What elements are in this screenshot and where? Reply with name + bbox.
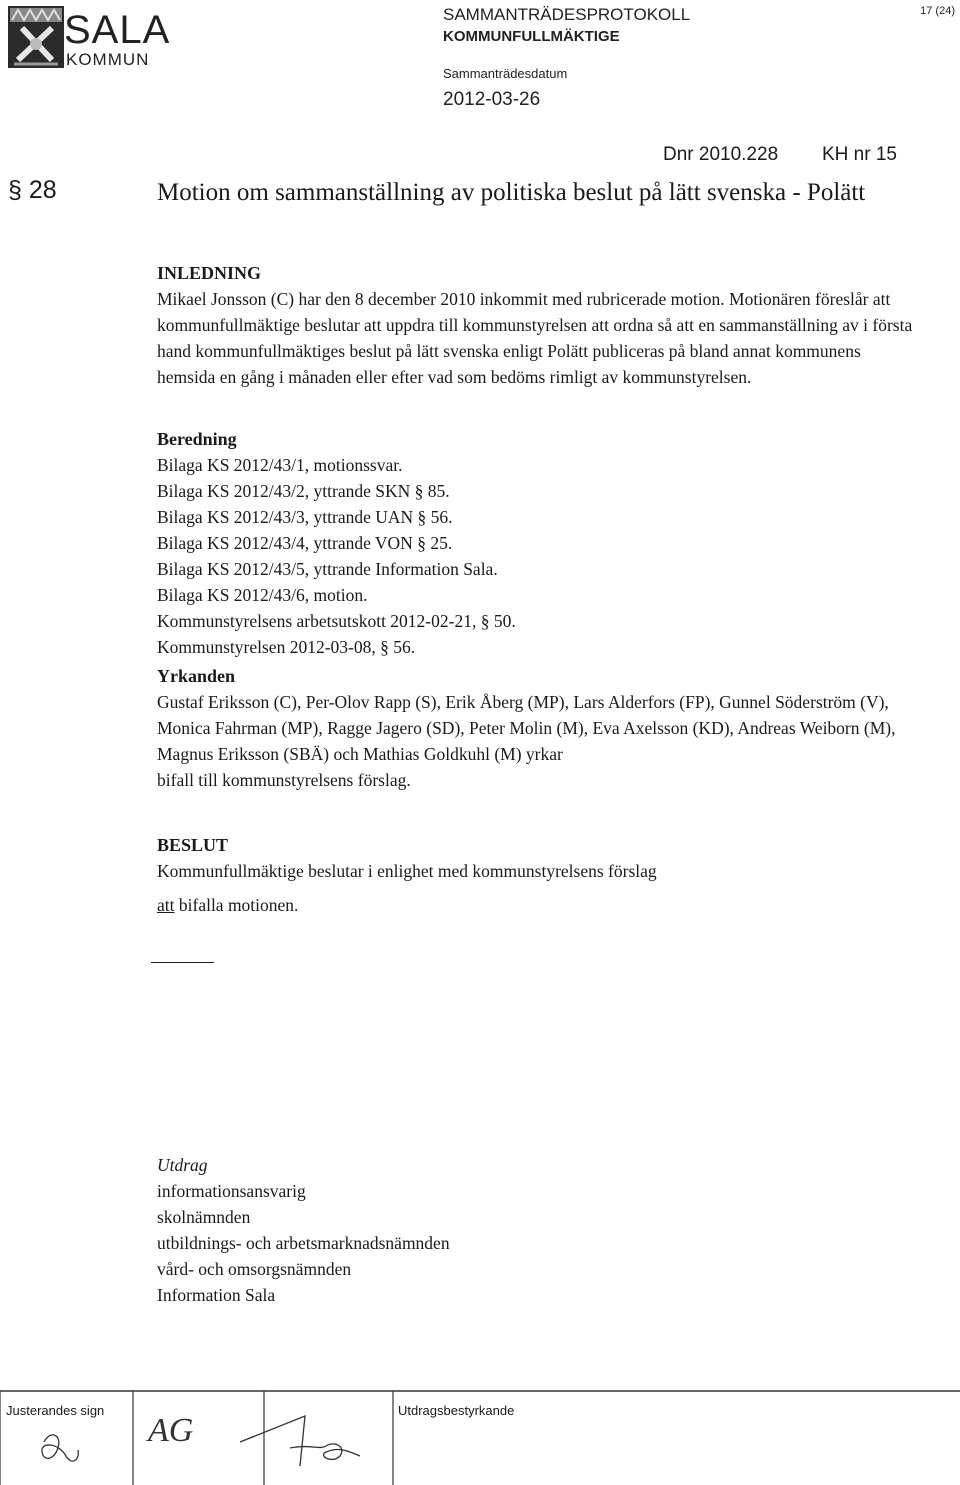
section-divider (151, 962, 214, 963)
municipality-emblem (8, 6, 64, 68)
utdrag-item: utbildnings- och arbetsmarknadsnämnden (157, 1233, 450, 1253)
beredning-item: Kommunstyrelsen 2012-03-08, § 56. (157, 637, 416, 657)
page-number: 17 (24) (920, 5, 955, 17)
decision-text: bifalla motionen. (174, 895, 299, 915)
att-word: att (157, 895, 175, 915)
utdrag-item: vård- och omsorgsnämnden (157, 1259, 352, 1279)
signature-1 (42, 1435, 78, 1461)
beredning-item: Bilaga KS 2012/43/5, yttrande Information Sala. (157, 559, 498, 579)
logo-subtitle: KOMMUN (66, 50, 150, 69)
utdrag-heading: Utdrag (157, 1155, 208, 1175)
meeting-date-label: Sammanträdesdatum (443, 66, 568, 81)
utdrag-item: informationsansvarig (157, 1181, 306, 1201)
utdrag-item: skolnämnden (157, 1207, 251, 1227)
yrkanden-motion: bifall till kommunstyrelsens förslag. (157, 770, 411, 790)
initials-2: AG (148, 1412, 194, 1449)
assembly-name: KOMMUNFULLMÄKTIGE (443, 28, 620, 45)
signature-3 (240, 1416, 360, 1466)
beslut-decision (157, 892, 917, 918)
utdrag-item: Information Sala (157, 1285, 276, 1305)
beredning-item: Bilaga KS 2012/43/1, motionssvar. (157, 455, 403, 475)
beredning-item: Bilaga KS 2012/43/2, yttrande SKN § 85. (157, 481, 450, 501)
beslut-heading: BESLUT (157, 835, 229, 855)
inledning-text: Mikael Jonsson (C) har den 8 december 2010 inkommit med rubricerade motion. Motionären föreslår att kommunfullmäktige beslutar att uppdra till kommunstyrelsen att ordna så att en sammanställning av i första hand kommunfullmäktiges beslut på lätt svenska enligt Polätt publiceras på bland annat kommunens hemsida en gång i månaden eller efter vad som bedöms rimligt av kommunstyrelsen. (157, 289, 913, 387)
signature-footer (0, 1386, 960, 1485)
beredning-item: Bilaga KS 2012/43/6, motion. (157, 585, 368, 605)
yrkanden-text: Gustaf Eriksson (C), Per-Olov Rapp (S), Erik Åberg (MP), Lars Alderfors (FP), Gunnel Söderström (V), Monica Fahrman (MP), Ragge Jagero (SD), Peter Molin (M), Eva Axelsson (KD), Andreas Weiborn (M), Magnus Eriksson (SBÄ) och Mathias Goldkuhl (M) yrkar (157, 692, 896, 764)
section-inledning (157, 260, 917, 390)
justerandes-sign-label: Justerandes sign (6, 1403, 105, 1418)
logo-name: SALA (64, 8, 171, 52)
yrkanden-heading: Yrkanden (157, 666, 236, 686)
beredning-item: Kommunstyrelsens arbetsutskott 2012-02-21, § 50. (157, 611, 516, 631)
beredning-item: Bilaga KS 2012/43/4, yttrande VON § 25. (157, 533, 453, 553)
utdragsbestyrkande-label: Utdragsbestyrkande (398, 1403, 515, 1418)
section-beredning (157, 426, 917, 660)
diary-number: Dnr 2010.228 (663, 144, 779, 165)
beslut-text: Kommunfullmäktige beslutar i enlighet med kommunstyrelsens förslag (157, 861, 657, 881)
section-beslut (157, 832, 917, 918)
paragraph-number: § 28 (8, 176, 57, 204)
beredning-heading: Beredning (157, 429, 237, 449)
section-yrkanden (157, 663, 917, 793)
kh-number: KH nr 15 (822, 144, 897, 165)
meeting-date: 2012-03-26 (443, 89, 541, 110)
document-type: SAMMANTRÄDESPROTOKOLL (443, 5, 691, 24)
case-title: Motion om sammanställning av politiska beslut på lätt svenska - Polätt (157, 179, 866, 206)
inledning-heading: INLEDNING (157, 263, 262, 283)
section-utdrag (157, 1152, 917, 1308)
beredning-item: Bilaga KS 2012/43/3, yttrande UAN § 56. (157, 507, 453, 527)
